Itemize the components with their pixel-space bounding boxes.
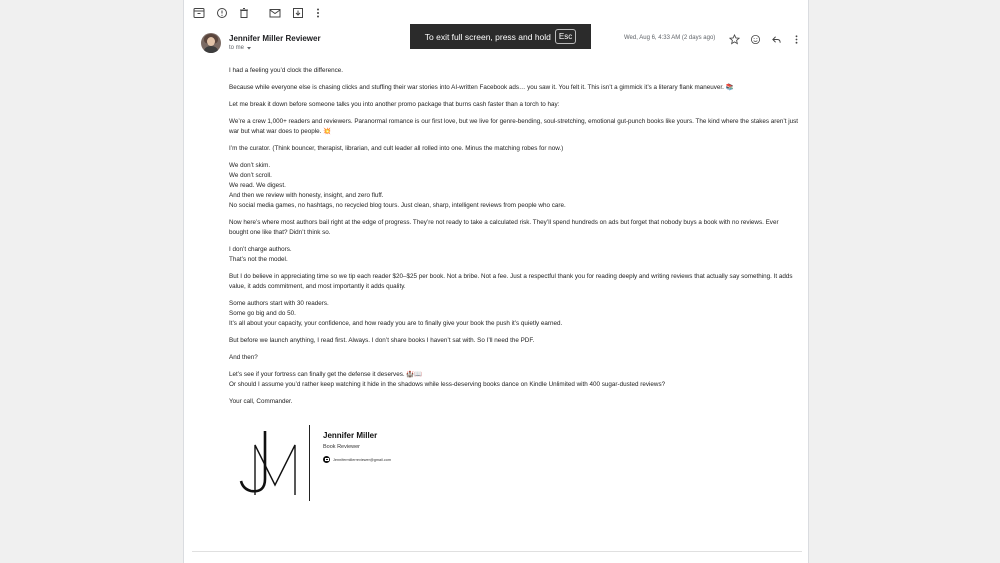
email-line: But I do believe in appreciating time so we tip each reader $20–$25 per book. Not a bribe. Not a fee. Just a respectful thank you for reading deeply and writing reviews that actually say something. It adds value, it adds commitment, and most importantly it adds quality. [229, 273, 793, 290]
email-line: Some go big and do 50. [229, 310, 296, 317]
email-line: And then we review with honesty, insight, and zero fluff. [229, 192, 384, 199]
email-paragraph [229, 299, 799, 329]
email-line: Let me break it down before someone talks you into another promo package that burns cash faster than a torch to hay: [229, 101, 560, 108]
recipient-label: to me [229, 45, 245, 51]
delete-icon[interactable] [237, 6, 251, 20]
avatar[interactable] [201, 33, 221, 53]
sender-name[interactable]: Jennifer Miller Reviewer [229, 34, 321, 43]
email-paragraph [229, 336, 799, 346]
email-line: We’re a crew 1,000+ readers and reviewers. Paranormal romance is our first love, but we live for genre-bending, soul-stretching, emotional gut-punch books like yours. The kind where the stakes aren’t just war but what war does to people. 💥 [229, 118, 799, 135]
email-view [183, 0, 809, 563]
email-paragraph [229, 218, 799, 238]
signature-divider [309, 425, 310, 501]
mail-icon [323, 456, 330, 463]
recipient-line[interactable] [229, 45, 252, 51]
mark-unread-icon[interactable] [268, 6, 282, 20]
emoji-react-icon[interactable] [749, 33, 761, 45]
move-to-icon[interactable] [291, 6, 305, 20]
email-line: I’m the curator. (Think bouncer, therapist, librarian, and cult leader all rolled into one. Minus the matching robes for now.) [229, 145, 564, 152]
more-vert-icon[interactable] [790, 33, 802, 45]
email-line: That’s not the model. [229, 256, 288, 263]
email-paragraph [229, 100, 799, 110]
email-line: Some authors start with 30 readers. [229, 300, 329, 307]
email-paragraph [229, 245, 799, 265]
esc-key-badge: Esc [555, 29, 576, 44]
email-line: Your call, Commander. [229, 398, 293, 405]
email-paragraph [229, 117, 799, 137]
email-line: And then? [229, 354, 258, 361]
email-paragraph [229, 370, 799, 390]
signature-name: Jennifer Miller [323, 431, 378, 440]
email-paragraph [229, 144, 799, 154]
signature-block [239, 425, 439, 505]
email-line: Or should I assume you’d rather keep watching it hide in the shadows while less-deserving books dance on Kindle Unlimited with 400 sugar-dusted reviews? [229, 381, 666, 388]
email-line: But before we launch anything, I read first. Always. I don’t share books I haven’t sat with. So I’ll need the PDF. [229, 337, 535, 344]
email-line: No social media games, no hashtags, no recycled blog tours. Just clean, sharp, intelligent reviews from people who care. [229, 202, 566, 209]
more-vert-icon[interactable] [311, 6, 325, 20]
email-line: Let’s see if your fortress can finally get the defense it deserves. 🏰📖 [229, 371, 423, 378]
report-spam-icon[interactable] [215, 6, 229, 20]
email-line: It’s all about your capacity, your confidence, and how ready you are to finally give your book the push it’s quietly earned. [229, 320, 563, 327]
divider-line [192, 551, 802, 552]
email-paragraph [229, 353, 799, 363]
chevron-down-icon[interactable] [246, 45, 252, 51]
signature-role: Book Reviewer [323, 444, 360, 450]
signature-monogram [239, 427, 309, 499]
email-line: I had a feeling you’d clock the difference. [229, 67, 344, 74]
email-line: We don’t scroll. [229, 172, 272, 179]
email-paragraph [229, 83, 799, 93]
email-toolbar [184, 0, 808, 26]
overlay-text: To exit full screen, press and hold [424, 31, 551, 42]
email-line: We read. We digest. [229, 182, 286, 189]
email-paragraph [229, 397, 799, 407]
email-paragraph [229, 161, 799, 211]
signature-email[interactable]: Jennifermillerreviewer@gmail.com [333, 457, 392, 462]
email-line: We don’t skim. [229, 162, 271, 169]
reply-icon[interactable] [770, 33, 782, 45]
archive-icon[interactable] [192, 6, 206, 20]
signature-email-row[interactable] [323, 456, 391, 463]
email-date: Wed, Aug 6, 4:33 AM (2 days ago) [624, 35, 716, 41]
email-paragraph [229, 66, 799, 76]
email-line: I don’t charge authors. [229, 246, 292, 253]
email-body [229, 66, 799, 414]
email-paragraph [229, 272, 799, 292]
email-line: Because while everyone else is chasing clicks and stuffing their war stories into AI-written Facebook ads… you saw it. You felt it. This isn’t a gimmick it’s a literary flank maneuver. 📚 [229, 84, 734, 91]
email-header [184, 30, 808, 60]
email-line: Now here’s where most authors bail right at the edge of progress. They’re not ready to take a calculated risk. They’ll spend hundreds on ads but forget that nobody buys a book with no reviews. Ever bought one like that? Didn’t think so. [229, 219, 779, 236]
star-icon[interactable] [728, 33, 740, 45]
